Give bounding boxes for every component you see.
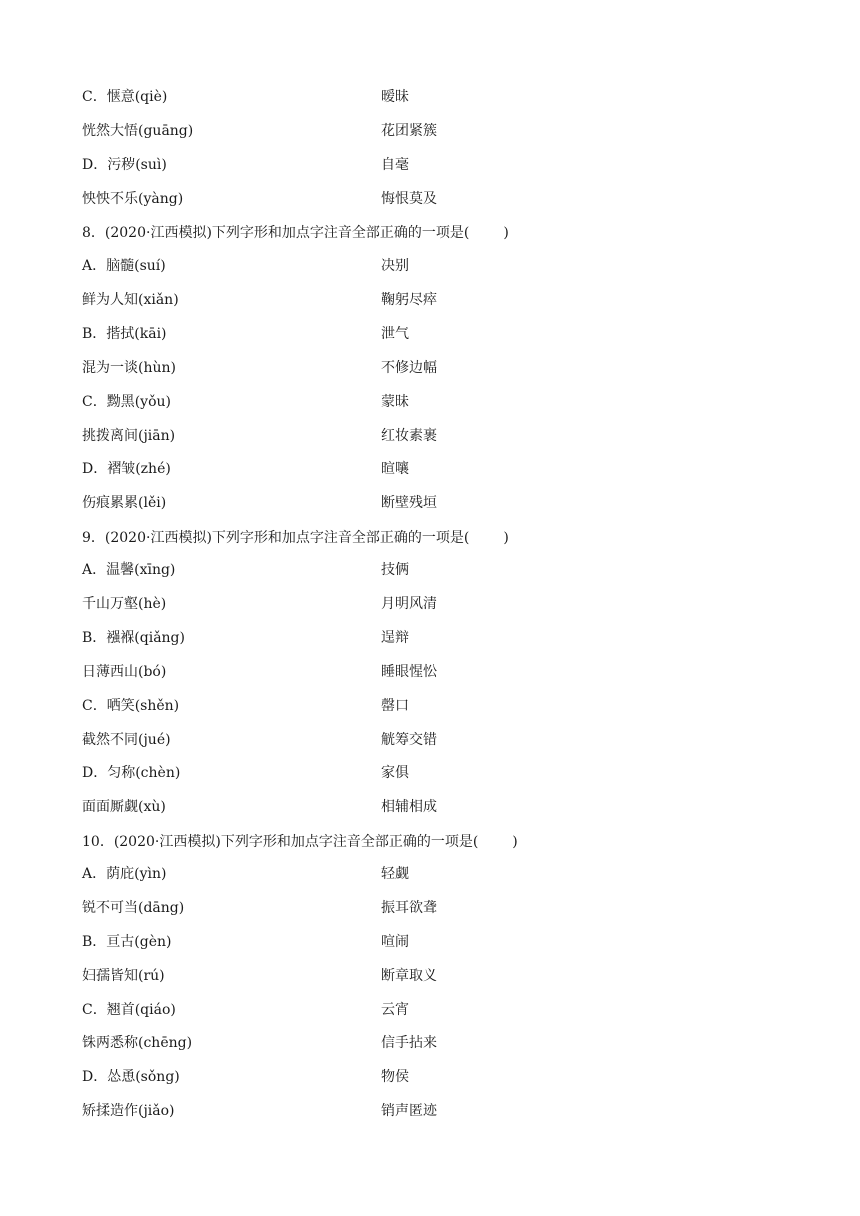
option-line: 妇孺皆知(rú) <box>82 968 165 984</box>
option-line: 挑拨离间(jiān) <box>82 428 176 444</box>
option-word: 月明风清 <box>381 596 437 612</box>
option-word: 轻觑 <box>381 866 409 882</box>
option-line: 矫揉造作(jiǎo) <box>82 1103 175 1119</box>
option-word: 睡眼惺忪 <box>381 664 437 680</box>
option-word: 断章取义 <box>381 968 437 984</box>
blank-close: ) <box>503 530 509 546</box>
option-line: A．荫庇(yìn) <box>82 866 167 882</box>
option-line: C．翘首(qiáo) <box>82 1002 176 1018</box>
option-line: C．哂笑(shěn) <box>82 698 180 714</box>
option-word: 相辅相成 <box>381 799 437 815</box>
option-line: D．匀称(chèn) <box>82 765 181 781</box>
question-stem <box>82 526 509 550</box>
question-stem <box>82 830 518 854</box>
option-word: 罄口 <box>381 698 409 714</box>
option-word: 云宵 <box>381 1002 409 1018</box>
question-text: 9．(2020·江西模拟)下列字形和加点字注音全部正确的一项是( <box>82 530 470 546</box>
option-word: 悔恨莫及 <box>381 191 437 207</box>
option-line: B．揩拭(kāi) <box>82 326 167 342</box>
option-line: 混为一谈(hùn) <box>82 360 176 376</box>
option-word: 技俩 <box>381 562 409 578</box>
option-line: C．黝黑(yǒu) <box>82 394 171 410</box>
option-word: 暧昧 <box>381 89 409 105</box>
option-line: D．污秽(suì) <box>82 157 167 173</box>
option-word: 不修边幅 <box>381 360 437 376</box>
option-word: 鞠躬尽瘁 <box>381 292 437 308</box>
blank-close: ) <box>503 225 509 241</box>
option-line: A．温馨(xīng) <box>82 562 176 578</box>
option-line: A．脑髓(suí) <box>82 258 166 274</box>
question-stem <box>82 221 509 245</box>
question-text: 8．(2020·江西模拟)下列字形和加点字注音全部正确的一项是( <box>82 225 470 241</box>
option-word: 泄气 <box>381 326 409 342</box>
option-line: 日薄西山(bó) <box>82 664 167 680</box>
option-word: 信手拈来 <box>381 1035 437 1051</box>
option-line: 面面厮觑(xù) <box>82 799 166 815</box>
option-word: 家俱 <box>381 765 409 781</box>
option-word: 销声匿迹 <box>381 1103 437 1119</box>
option-line: 千山万壑(hè) <box>82 596 167 612</box>
option-word: 花团紧簇 <box>381 123 437 139</box>
option-word: 断壁残垣 <box>381 495 437 511</box>
option-word: 振耳欲聋 <box>381 900 437 916</box>
option-line: D．褶皱(zhé) <box>82 461 171 477</box>
blank-close: ) <box>512 834 518 850</box>
option-line: D．怂恿(sǒng) <box>82 1069 180 1085</box>
option-line: 伤痕累累(lěi) <box>82 495 167 511</box>
option-line: 铢两悉称(chēng) <box>82 1035 193 1051</box>
option-word: 喧闹 <box>381 934 409 950</box>
option-line: 怏怏不乐(yàng) <box>82 191 184 207</box>
option-line: C．惬意(qiè) <box>82 89 168 105</box>
option-word: 物侯 <box>381 1069 409 1085</box>
option-line: B．襁褓(qiǎng) <box>82 630 185 646</box>
option-line: 截然不同(jué) <box>82 732 171 748</box>
option-word: 蒙昧 <box>381 394 409 410</box>
option-word: 红妆素裹 <box>381 428 437 444</box>
option-line: 鲜为人知(xiǎn) <box>82 292 179 308</box>
option-line: 锐不可当(dāng) <box>82 900 185 916</box>
question-text: 10．(2020·江西模拟)下列字形和加点字注音全部正确的一项是( <box>82 834 479 850</box>
option-word: 决别 <box>381 258 409 274</box>
option-word: 自毫 <box>381 157 409 173</box>
option-word: 暄嚷 <box>381 461 409 477</box>
option-word: 逞辩 <box>381 630 409 646</box>
option-line: B．亘古(gèn) <box>82 934 172 950</box>
option-line: 恍然大悟(guāng) <box>82 123 194 139</box>
option-word: 觥筹交错 <box>381 732 437 748</box>
